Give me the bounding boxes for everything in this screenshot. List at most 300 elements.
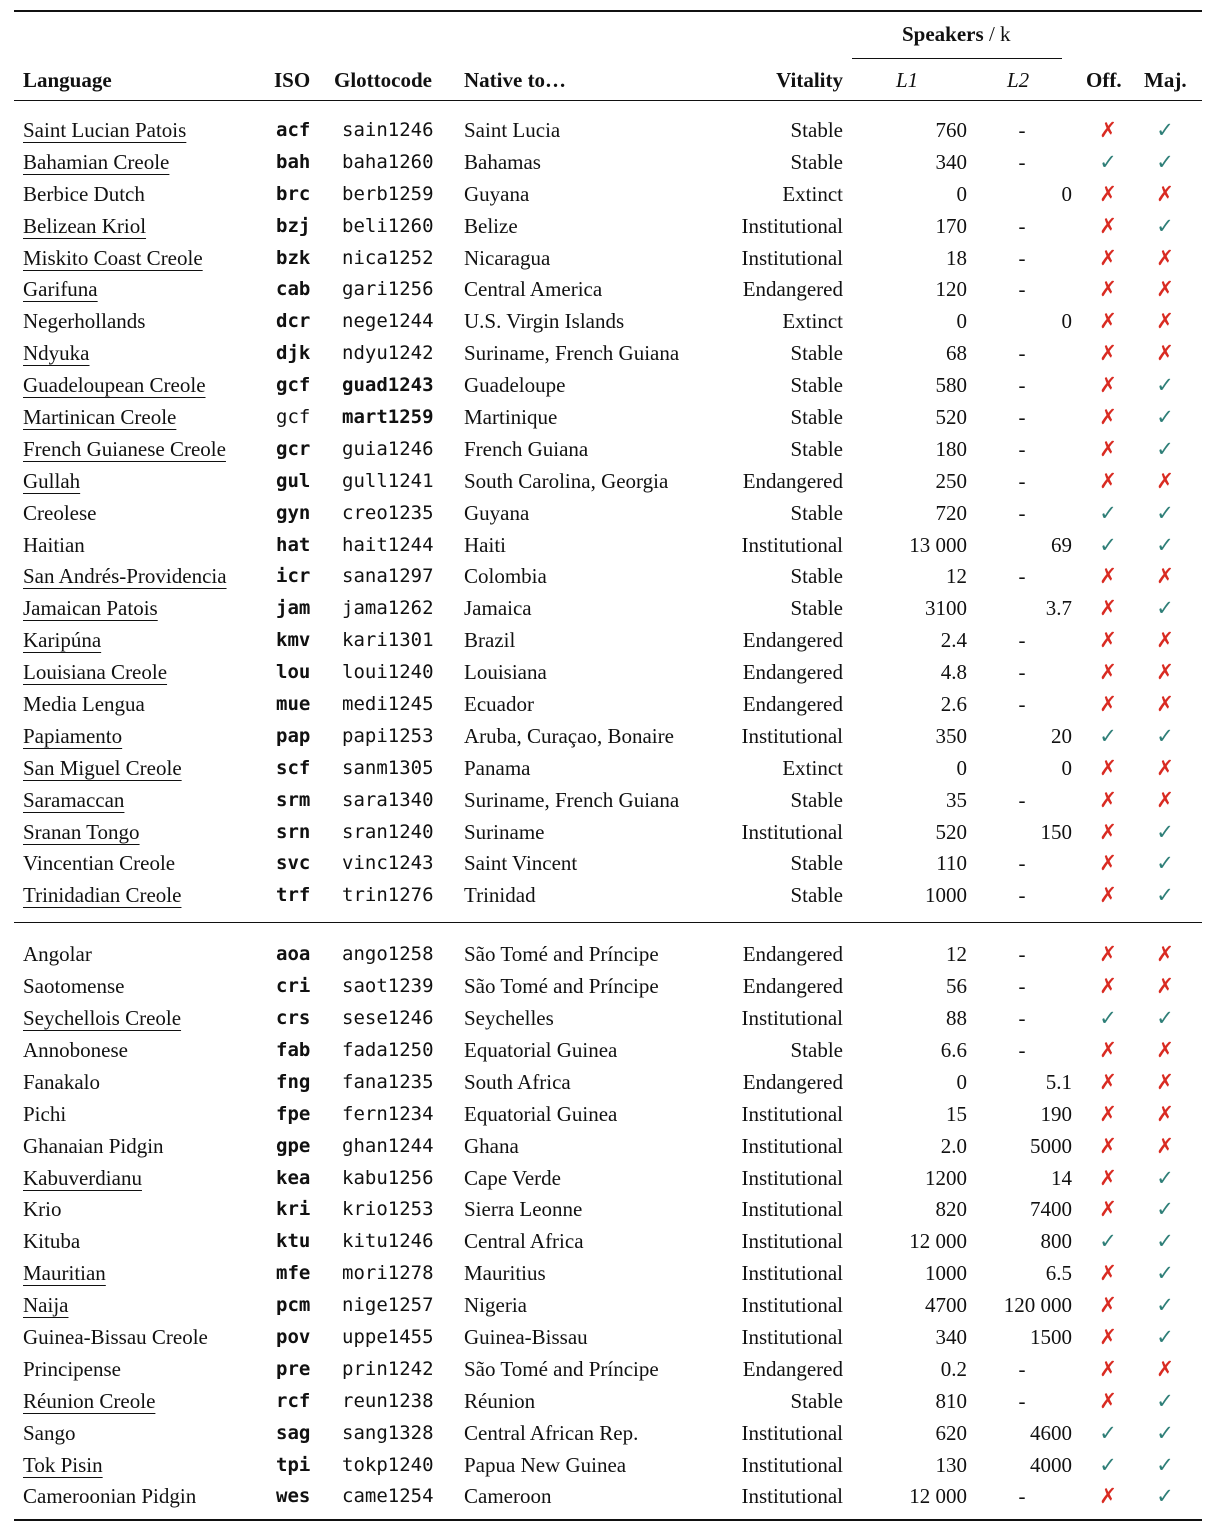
iso-code: pap: [276, 724, 311, 747]
native-to: Cameroon: [464, 1484, 552, 1509]
l1-speakers: 340: [935, 149, 967, 174]
native-to: Cape Verde: [464, 1165, 561, 1190]
l1-speakers: 12: [946, 942, 967, 967]
native-to: Nicaragua: [464, 245, 551, 270]
majority-check-icon: ✓: [1156, 819, 1174, 844]
glottocode: saot1239: [342, 975, 434, 998]
table-row: [14, 721, 1202, 753]
glottocode: papi1253: [342, 724, 434, 747]
official-check-icon: ✓: [1099, 532, 1117, 557]
vitality: Stable: [790, 118, 843, 142]
majority-check-icon: ✓: [1156, 436, 1174, 461]
official-cross-icon: ✗: [1099, 1388, 1117, 1413]
majority-check-icon: ✓: [1156, 1006, 1174, 1031]
glottocode: nege1244: [342, 310, 434, 333]
majority-cross-icon: ✗: [1156, 755, 1174, 780]
native-to: São Tomé and Príncipe: [464, 942, 659, 967]
l2-speakers: -: [1018, 405, 1026, 430]
language-name: Saint Lucian Patois: [23, 118, 187, 142]
native-to: São Tomé and Príncipe: [464, 974, 659, 999]
glottocode: sain1246: [342, 119, 434, 141]
vitality: Institutional: [741, 1101, 843, 1126]
l2-speakers: -: [1018, 974, 1026, 999]
official-cross-icon: ✗: [1099, 245, 1117, 270]
table-row: [14, 1099, 1202, 1131]
majority-check-icon: ✓: [1156, 118, 1174, 142]
l1-speakers: 6.6: [940, 1037, 967, 1062]
language-name: Sranan Tongo: [23, 819, 140, 844]
l1-speakers: 2.0: [940, 1133, 967, 1158]
official-cross-icon: ✗: [1099, 851, 1117, 876]
majority-check-icon: ✓: [1156, 532, 1174, 557]
l1-speakers: 760: [935, 118, 967, 142]
glottocode: jama1262: [342, 597, 434, 620]
majority-check-icon: ✓: [1156, 405, 1174, 430]
language-name: Tok Pisin: [23, 1452, 103, 1477]
majority-cross-icon: ✗: [1156, 309, 1174, 334]
l1-speakers: 340: [935, 1324, 967, 1349]
l2-speakers: -: [1018, 436, 1026, 461]
l1-speakers: 0: [956, 309, 967, 334]
table-row: [14, 306, 1202, 338]
official-cross-icon: ✗: [1099, 1356, 1117, 1381]
table-row: [14, 1226, 1202, 1258]
official-cross-icon: ✗: [1099, 1261, 1117, 1286]
l2-speakers: -: [1018, 245, 1026, 270]
language-name: Réunion Creole: [23, 1388, 156, 1413]
language-name: Creolese: [23, 500, 97, 525]
native-to: Central America: [464, 277, 603, 302]
vitality: Stable: [790, 1388, 843, 1413]
vitality: Stable: [790, 436, 843, 461]
iso-code: acf: [276, 119, 311, 141]
iso-code: tpi: [276, 1453, 311, 1476]
official-cross-icon: ✗: [1099, 883, 1117, 908]
majority-cross-icon: ✗: [1156, 341, 1174, 366]
official-cross-icon: ✗: [1099, 118, 1117, 142]
l2-speakers: 120 000: [1003, 1293, 1072, 1318]
majority-cross-icon: ✗: [1156, 974, 1174, 999]
iso-code: djk: [276, 342, 311, 365]
majority-cross-icon: ✗: [1156, 1101, 1174, 1126]
majority-check-icon: ✓: [1156, 1452, 1174, 1477]
language-name: Vincentian Creole: [23, 851, 176, 876]
vitality: Institutional: [741, 213, 843, 238]
native-to: Martinique: [464, 405, 558, 430]
l2-speakers: 5.1: [1045, 1069, 1072, 1094]
l1-speakers: 12: [946, 564, 967, 589]
iso-code: crs: [276, 1007, 311, 1030]
l1-speakers: 620: [935, 1420, 967, 1445]
glottocode: guad1243: [342, 374, 434, 397]
language-name: Principense: [23, 1356, 121, 1381]
native-to: Nigeria: [464, 1293, 527, 1318]
language-name: Jamaican Patois: [23, 596, 158, 621]
glottocode: ango1258: [342, 943, 434, 966]
glottocode: came1254: [342, 1485, 434, 1508]
native-to: U.S. Virgin Islands: [464, 309, 625, 334]
l1-speakers: 810: [935, 1388, 967, 1413]
iso-code: brc: [276, 182, 311, 205]
iso-code: lou: [276, 661, 311, 684]
table-row: [14, 880, 1202, 912]
table-row: [14, 1067, 1202, 1099]
l2-speakers: 800: [1040, 1229, 1072, 1254]
vitality: Institutional: [741, 723, 843, 748]
iso-code: bzj: [276, 214, 311, 237]
l2-speakers: -: [1018, 628, 1026, 653]
iso-code: cab: [276, 278, 311, 301]
native-to: Guyana: [464, 500, 530, 525]
l2-speakers: 69: [1051, 532, 1072, 557]
table-row: [14, 1258, 1202, 1290]
vitality: Endangered: [742, 974, 843, 999]
speakers-label: Speakers: [902, 22, 984, 46]
official-cross-icon: ✗: [1099, 405, 1117, 430]
l1-speakers: 13 000: [909, 532, 967, 557]
l1-speakers: 110: [936, 851, 967, 876]
l1-speakers: 1200: [925, 1165, 967, 1190]
l2-speakers: 150: [1040, 819, 1072, 844]
vitality: Institutional: [741, 1293, 843, 1318]
majority-cross-icon: ✗: [1156, 245, 1174, 270]
l1-speakers: 120: [935, 277, 967, 302]
language-name: Trinidadian Creole: [23, 883, 182, 908]
iso-code: pov: [276, 1325, 311, 1348]
majority-check-icon: ✓: [1156, 1261, 1174, 1286]
glottocode: mart1259: [342, 406, 434, 429]
iso-code: kea: [276, 1166, 311, 1189]
native-to: Equatorial Guinea: [464, 1101, 618, 1126]
official-check-icon: ✓: [1099, 1229, 1117, 1254]
table-row: [14, 179, 1202, 211]
l2-speakers: -: [1018, 277, 1026, 302]
l1-speakers: 12 000: [909, 1484, 967, 1509]
native-to: Suriname: [464, 819, 545, 844]
official-cross-icon: ✗: [1099, 1293, 1117, 1318]
l1-speakers: 0: [956, 181, 967, 206]
vitality: Stable: [790, 1037, 843, 1062]
iso-code: gcf: [276, 406, 311, 429]
table-row: [14, 1354, 1202, 1386]
col-header-majority: Maj.: [1144, 68, 1187, 92]
official-cross-icon: ✗: [1099, 628, 1117, 653]
iso-code: scf: [276, 756, 311, 779]
table-group-americas: [14, 115, 1202, 912]
table-row: [14, 1194, 1202, 1226]
l2-speakers: -: [1018, 942, 1026, 967]
language-name: Annobonese: [23, 1037, 128, 1062]
glottocode: sanm1305: [342, 756, 434, 779]
l2-speakers: -: [1018, 1356, 1026, 1381]
official-cross-icon: ✗: [1099, 1324, 1117, 1349]
native-to: Saint Lucia: [464, 118, 561, 142]
iso-code: gpe: [276, 1134, 311, 1157]
table-row: [14, 753, 1202, 785]
majority-cross-icon: ✗: [1156, 1133, 1174, 1158]
l2-speakers: -: [1018, 1006, 1026, 1031]
table-row: [14, 434, 1202, 466]
table-row: [14, 561, 1202, 593]
l2-speakers: -: [1018, 883, 1026, 908]
table-row: [14, 971, 1202, 1003]
glottocode: krio1253: [342, 1198, 434, 1221]
glottocode: kari1301: [342, 629, 434, 652]
language-name: Cameroonian Pidgin: [23, 1484, 197, 1509]
majority-cross-icon: ✗: [1156, 1069, 1174, 1094]
majority-cross-icon: ✗: [1156, 692, 1174, 717]
glottocode: gull1241: [342, 469, 434, 492]
vitality: Institutional: [741, 1197, 843, 1222]
iso-code: wes: [276, 1485, 311, 1508]
table-group-africa-pacific: [14, 939, 1202, 1513]
vitality: Endangered: [742, 1356, 843, 1381]
native-to: Belize: [464, 213, 518, 238]
table-row: [14, 817, 1202, 849]
official-cross-icon: ✗: [1099, 1069, 1117, 1094]
glottocode: kitu1246: [342, 1230, 434, 1253]
language-name: Gullah: [23, 468, 81, 493]
col-header-iso: ISO: [274, 68, 311, 92]
language-name: Saotomense: [23, 974, 125, 999]
vitality: Institutional: [741, 1165, 843, 1190]
vitality: Institutional: [741, 1324, 843, 1349]
official-cross-icon: ✗: [1099, 596, 1117, 621]
language-name: Martinican Creole: [23, 405, 177, 430]
l2-speakers: 190: [1040, 1101, 1072, 1126]
iso-code: fng: [276, 1070, 311, 1093]
iso-code: jam: [276, 597, 311, 620]
iso-code: srm: [276, 788, 311, 811]
majority-check-icon: ✓: [1156, 1324, 1174, 1349]
majority-check-icon: ✓: [1156, 373, 1174, 398]
vitality: Endangered: [742, 660, 843, 685]
l2-speakers: -: [1018, 564, 1026, 589]
official-check-icon: ✓: [1099, 1006, 1117, 1031]
l1-speakers: 2.4: [940, 628, 967, 653]
l2-speakers: -: [1018, 213, 1026, 238]
col-header-vitality: Vitality: [776, 68, 843, 92]
majority-cross-icon: ✗: [1156, 1037, 1174, 1062]
official-cross-icon: ✗: [1099, 373, 1117, 398]
l1-speakers: 0.2: [940, 1356, 967, 1381]
vitality: Endangered: [742, 942, 843, 967]
language-name: Negerhollands: [23, 309, 146, 334]
l1-speakers: 250: [935, 468, 967, 493]
l2-speakers: 14: [1051, 1165, 1072, 1190]
language-name: Guinea-Bissau Creole: [23, 1324, 208, 1349]
native-to: Guadeloupe: [464, 373, 566, 398]
table-row: [14, 1418, 1202, 1450]
official-cross-icon: ✗: [1099, 181, 1117, 206]
iso-code: gcf: [276, 374, 311, 397]
glottocode: creo1235: [342, 501, 434, 524]
glottocode: fada1250: [342, 1038, 434, 1061]
majority-check-icon: ✓: [1156, 1229, 1174, 1254]
majority-check-icon: ✓: [1156, 1420, 1174, 1445]
l2-speakers: 4600: [1030, 1420, 1072, 1445]
l2-speakers: -: [1018, 341, 1026, 366]
speakers-unit: / k: [988, 22, 1011, 46]
l2-speakers: -: [1018, 118, 1026, 142]
native-to: Papua New Guinea: [464, 1452, 627, 1477]
iso-code: bah: [276, 150, 311, 173]
l2-speakers: 7400: [1030, 1197, 1072, 1222]
vitality: Institutional: [741, 532, 843, 557]
glottocode: sran1240: [342, 820, 434, 843]
glottocode: baha1260: [342, 150, 434, 173]
native-to: Panama: [464, 755, 531, 780]
l2-speakers: -: [1018, 692, 1026, 717]
official-cross-icon: ✗: [1099, 692, 1117, 717]
official-cross-icon: ✗: [1099, 309, 1117, 334]
l1-speakers: 88: [946, 1006, 967, 1031]
vitality: Institutional: [741, 1133, 843, 1158]
glottocode: beli1260: [342, 214, 434, 237]
official-cross-icon: ✗: [1099, 974, 1117, 999]
native-to: Saint Vincent: [464, 851, 578, 876]
l2-speakers: -: [1018, 149, 1026, 174]
l1-speakers: 520: [935, 405, 967, 430]
glottocode: reun1238: [342, 1389, 434, 1412]
glottocode: tokp1240: [342, 1453, 434, 1476]
language-name: Ghanaian Pidgin: [23, 1133, 164, 1158]
l2-speakers: 4000: [1030, 1452, 1072, 1477]
majority-cross-icon: ✗: [1156, 468, 1174, 493]
native-to: Guinea-Bissau: [464, 1324, 588, 1349]
native-to: South Carolina, Georgia: [464, 468, 669, 493]
language-name: Kituba: [23, 1229, 81, 1254]
majority-cross-icon: ✗: [1156, 564, 1174, 589]
header-group-row: [14, 12, 1202, 64]
table-row: [14, 530, 1202, 562]
glottocode: prin1242: [342, 1357, 434, 1380]
majority-check-icon: ✓: [1156, 883, 1174, 908]
iso-code: trf: [276, 884, 311, 907]
l1-speakers: 580: [935, 373, 967, 398]
l1-speakers: 180: [935, 436, 967, 461]
language-name: Papiamento: [23, 723, 123, 748]
language-name: Garifuna: [23, 277, 98, 302]
glottocode: fern1234: [342, 1102, 434, 1125]
col-header-glottocode: Glottocode: [334, 68, 432, 92]
vitality: Stable: [790, 149, 843, 174]
language-name: Miskito Coast Creole: [23, 245, 203, 270]
official-cross-icon: ✗: [1099, 277, 1117, 302]
glottocode: uppe1455: [342, 1325, 434, 1348]
l1-speakers: 56: [946, 974, 967, 999]
l1-speakers: 1000: [925, 883, 967, 908]
official-cross-icon: ✗: [1099, 213, 1117, 238]
native-to: Sierra Leonne: [464, 1197, 583, 1222]
language-name: Naija: [23, 1293, 69, 1318]
table-row: [14, 1322, 1202, 1354]
table-row: [14, 1003, 1202, 1035]
majority-cross-icon: ✗: [1156, 628, 1174, 653]
native-to: Jamaica: [464, 596, 532, 621]
native-to: Aruba, Curaçao, Bonaire: [464, 723, 674, 748]
official-cross-icon: ✗: [1099, 564, 1117, 589]
native-to: Bahamas: [464, 149, 541, 174]
official-check-icon: ✓: [1099, 1420, 1117, 1445]
language-name: Louisiana Creole: [23, 660, 168, 685]
iso-code: srn: [276, 820, 311, 843]
language-name: San Andrés-Providencia: [23, 564, 227, 589]
header-row: [14, 64, 1202, 100]
l1-speakers: 3100: [925, 596, 967, 621]
vitality: Extinct: [782, 309, 843, 334]
vitality: Institutional: [741, 819, 843, 844]
glottocode: nica1252: [342, 246, 434, 269]
iso-code: kri: [276, 1198, 311, 1221]
table-row: [14, 1131, 1202, 1163]
native-to: Ghana: [464, 1133, 519, 1158]
speakers-group-rule: [852, 58, 1062, 59]
vitality: Stable: [790, 883, 843, 908]
majority-check-icon: ✓: [1156, 596, 1174, 621]
official-cross-icon: ✗: [1099, 942, 1117, 967]
glottocode: ndyu1242: [342, 342, 434, 365]
vitality: Institutional: [741, 1006, 843, 1031]
table-row: [14, 1290, 1202, 1322]
table-row: [14, 147, 1202, 179]
native-to: French Guiana: [464, 436, 589, 461]
native-to: Louisiana: [464, 660, 547, 685]
official-check-icon: ✓: [1099, 1452, 1117, 1477]
glottocode: fana1235: [342, 1070, 434, 1093]
official-cross-icon: ✗: [1099, 1165, 1117, 1190]
majority-cross-icon: ✗: [1156, 277, 1174, 302]
majority-check-icon: ✓: [1156, 500, 1174, 525]
language-name: San Miguel Creole: [23, 755, 182, 780]
language-name: Fanakalo: [23, 1069, 100, 1094]
vitality: Endangered: [742, 1069, 843, 1094]
majority-check-icon: ✓: [1156, 1484, 1174, 1509]
majority-check-icon: ✓: [1156, 149, 1174, 174]
table-row: [14, 785, 1202, 817]
l2-speakers: 0: [1061, 309, 1072, 334]
native-to: South Africa: [464, 1069, 571, 1094]
native-to: Colombia: [464, 564, 547, 589]
col-header-native-to: Native to…: [464, 68, 567, 92]
table-row: [14, 593, 1202, 625]
glottocode: ghan1244: [342, 1134, 434, 1157]
iso-code: dcr: [276, 310, 311, 333]
iso-code: hat: [276, 533, 311, 556]
iso-code: kmv: [276, 629, 311, 652]
l1-speakers: 820: [935, 1197, 967, 1222]
vitality: Institutional: [741, 1420, 843, 1445]
l1-speakers: 2.6: [940, 692, 967, 717]
native-to: Central Africa: [464, 1229, 584, 1254]
native-to: Central African Rep.: [464, 1420, 639, 1445]
l2-speakers: -: [1018, 500, 1026, 525]
official-cross-icon: ✗: [1099, 436, 1117, 461]
majority-cross-icon: ✗: [1156, 1356, 1174, 1381]
language-name: Karipúna: [23, 628, 102, 653]
table-row: [14, 689, 1202, 721]
iso-code: rcf: [276, 1389, 311, 1412]
l1-speakers: 720: [935, 500, 967, 525]
l1-speakers: 18: [946, 245, 967, 270]
col-header-l2: L2: [1007, 68, 1030, 92]
official-check-icon: ✓: [1099, 500, 1117, 525]
table-row: [14, 1450, 1202, 1482]
vitality: Endangered: [742, 628, 843, 653]
vitality: Endangered: [742, 468, 843, 493]
col-header-language: Language: [23, 68, 112, 92]
table-row: [14, 338, 1202, 370]
